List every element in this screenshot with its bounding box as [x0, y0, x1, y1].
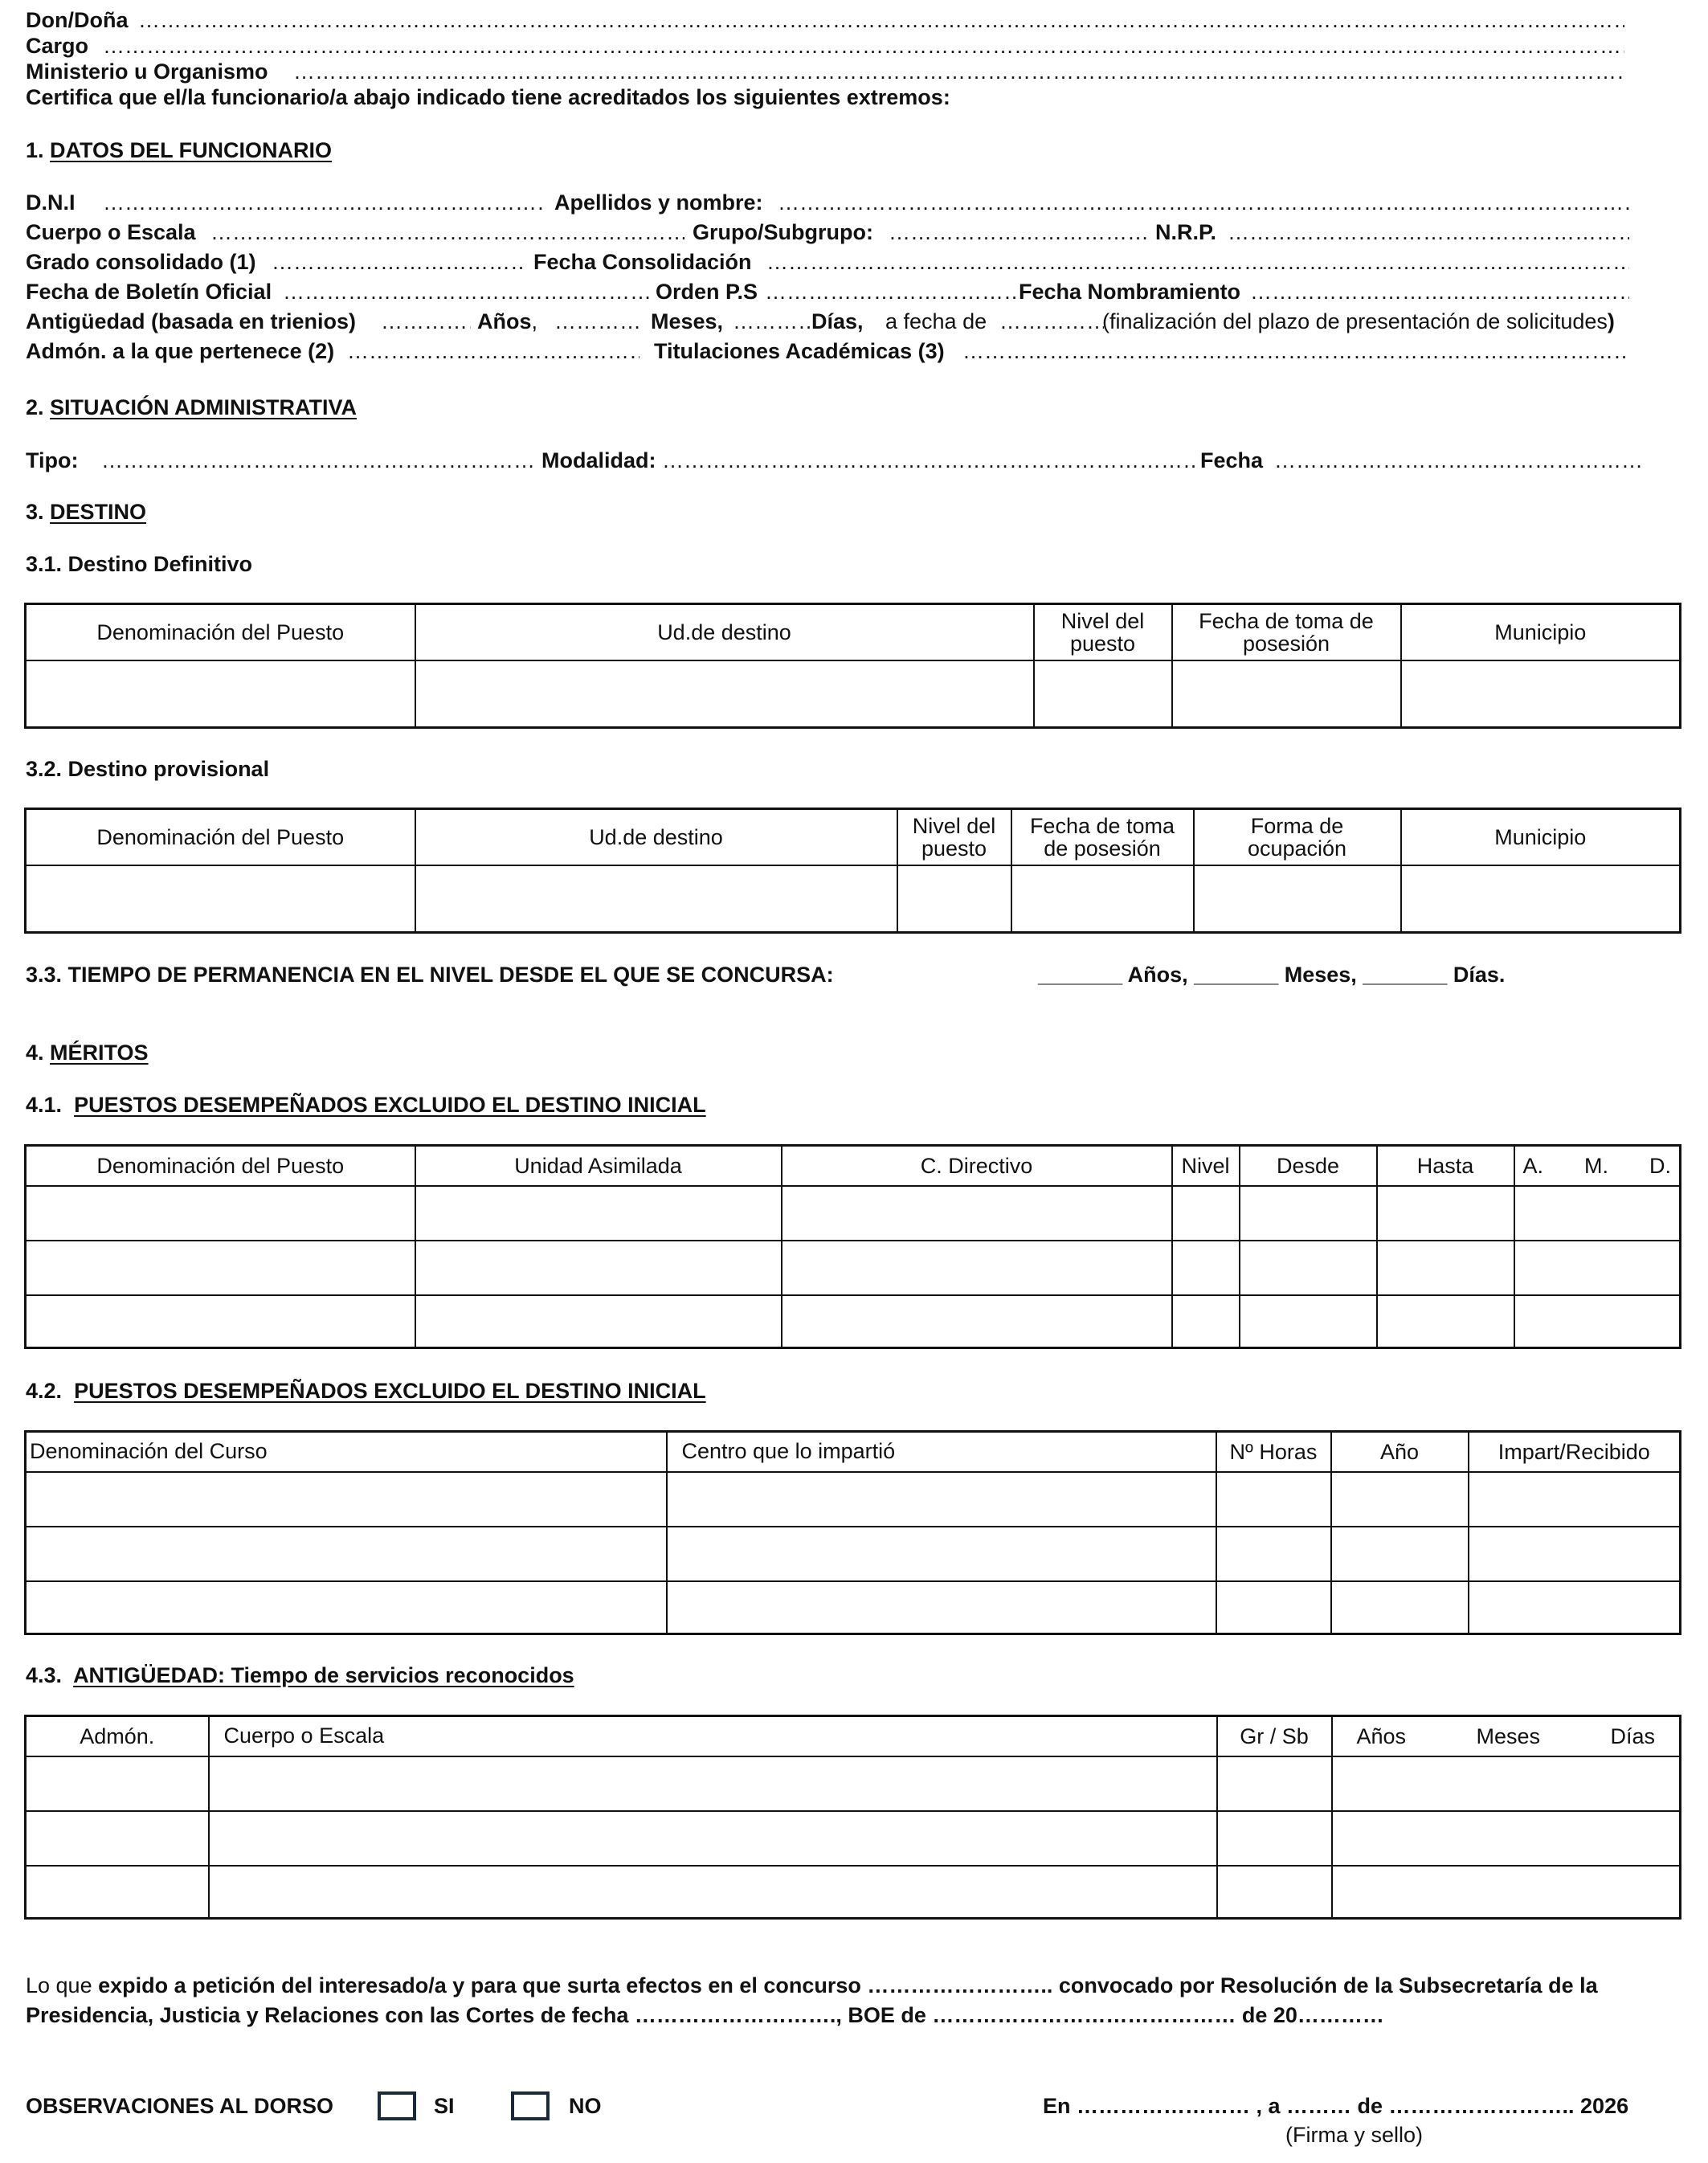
table-cell[interactable]	[782, 1241, 1172, 1295]
table-cell[interactable]	[26, 1472, 667, 1527]
apellidos-label: Apellidos y nombre:	[554, 190, 763, 215]
table-cell[interactable]	[782, 1186, 1172, 1241]
table-cell[interactable]	[1377, 1241, 1514, 1295]
table-cell[interactable]	[1172, 660, 1401, 728]
col-header: Admón.	[26, 1716, 209, 1756]
col-header: Centro que lo impartió	[667, 1432, 1216, 1472]
table-cell[interactable]	[1172, 1186, 1240, 1241]
section-3-heading	[26, 498, 146, 525]
col-header: Fecha de toma de posesión	[1172, 604, 1401, 660]
table-row	[26, 865, 1681, 933]
table-cell[interactable]	[415, 1186, 782, 1241]
meritos-4-3-heading	[26, 1662, 574, 1689]
table-cell[interactable]	[415, 1295, 782, 1348]
section-1-heading	[26, 137, 332, 164]
col-header: Año	[1331, 1432, 1469, 1472]
fecha-consolidacion-label: Fecha Consolidación	[533, 250, 752, 274]
antiguedad-dias-field[interactable]	[733, 308, 810, 335]
ministerio-dotted-field[interactable]	[293, 58, 1624, 85]
fecha-boletin-field[interactable]	[283, 278, 651, 305]
table-cell[interactable]	[1469, 1472, 1681, 1527]
col-header: Nivel	[1172, 1146, 1240, 1186]
table-cell[interactable]	[1469, 1581, 1681, 1634]
table-cell[interactable]	[1217, 1866, 1332, 1919]
ministerio-label: Ministerio u Organismo	[26, 59, 268, 84]
destino-definitivo-title: 3.1. Destino Definitivo	[26, 552, 253, 576]
section-2-heading	[26, 394, 357, 421]
table-cell[interactable]	[1377, 1295, 1514, 1348]
meritos-4-2-heading	[26, 1377, 706, 1405]
table-row	[26, 1581, 1681, 1634]
grupo-label: Grupo/Subgrupo:	[693, 220, 873, 244]
table-row	[26, 1472, 1681, 1527]
table-cell[interactable]	[26, 1295, 415, 1348]
table-cell[interactable]	[26, 865, 415, 933]
table-cell[interactable]	[1216, 1581, 1331, 1634]
modalidad-field[interactable]	[662, 447, 1197, 474]
table-cell[interactable]	[667, 1527, 1216, 1581]
col-header: Denominación del Puesto	[26, 809, 415, 865]
table-row	[26, 660, 1681, 728]
si-checkbox[interactable]	[378, 2091, 416, 2120]
permanencia-title: 3.3. TIEMPO DE PERMANENCIA EN EL NIVEL DESDE EL QUE SE CONCURSA:	[26, 963, 834, 987]
section-2-title: SITUACIÓN ADMINISTRATIVA	[50, 395, 358, 419]
antiguedad-anos-field[interactable]	[381, 308, 471, 335]
col-header: C. Directivo	[782, 1146, 1172, 1186]
a-fecha-de-label: a fecha de	[885, 309, 987, 333]
table-cell[interactable]	[1240, 1295, 1377, 1348]
apellidos-field[interactable]	[778, 189, 1629, 216]
grado-field[interactable]	[272, 248, 522, 276]
table-header-row	[26, 1432, 1681, 1472]
col-header: Nivel del puesto	[1034, 604, 1172, 660]
fecha-consolidacion-field[interactable]	[766, 248, 1629, 276]
no-label: NO	[569, 2094, 602, 2118]
footer-line-1-text: expido a petición del interesado/a y para que surta efectos en el concurso …………………….. convocado por Resolución de la Subsecretaría de la	[98, 1973, 1598, 1997]
col-header: Ud.de destino	[415, 809, 897, 865]
col-header: Gr / Sb	[1217, 1716, 1332, 1756]
table-cell[interactable]	[1194, 865, 1401, 933]
table-cell[interactable]	[1401, 660, 1681, 728]
table-cell[interactable]	[1011, 865, 1194, 933]
antiguedad-label: Antigüedad (basada en trienios)	[26, 309, 357, 333]
table-cell[interactable]	[667, 1581, 1216, 1634]
anos-label-wrap: Años,	[477, 309, 538, 333]
destino-provisional-table	[24, 808, 1681, 934]
col-header: Municipio	[1401, 604, 1681, 660]
titulaciones-label: Titulaciones Académicas (3)	[654, 339, 945, 363]
meses-label: Meses,	[651, 309, 724, 333]
table-cell[interactable]	[26, 660, 415, 728]
table-cell[interactable]	[667, 1472, 1216, 1527]
don-label: Don/Doña	[26, 8, 129, 32]
table-cell[interactable]	[1240, 1241, 1377, 1295]
table-cell[interactable]	[1240, 1186, 1377, 1241]
table-row	[26, 1527, 1681, 1581]
col-header: Desde	[1240, 1146, 1377, 1186]
destino-definitivo-table	[24, 603, 1681, 729]
situacion-fecha-field[interactable]	[1274, 447, 1644, 474]
cursos-table	[24, 1430, 1681, 1635]
table-cell[interactable]	[26, 1186, 415, 1241]
grupo-field[interactable]	[889, 219, 1147, 246]
section-2-number: 2.	[26, 395, 44, 419]
table-cell[interactable]	[415, 865, 897, 933]
table-cell[interactable]	[26, 1581, 667, 1634]
dni-label: D.N.I	[26, 190, 76, 215]
tipo-field[interactable]	[101, 447, 535, 474]
col-header-m: M.	[1584, 1153, 1608, 1178]
fecha-nombramiento-label: Fecha Nombramiento	[1019, 280, 1241, 304]
permanencia-fill[interactable]: _______ Años, _______ Meses, _______ Días.	[1038, 963, 1506, 987]
col-header: Forma de ocupación	[1194, 809, 1401, 865]
nrp-label: N.R.P.	[1155, 220, 1217, 244]
table-row	[26, 1186, 1681, 1241]
meritos-4-2-title: PUESTOS DESEMPEÑADOS EXCLUIDO EL DESTINO INICIAL	[74, 1379, 706, 1403]
admon-label: Admón. a la que pertenece (2)	[26, 339, 335, 363]
table-cell[interactable]	[1331, 1527, 1469, 1581]
table-cell[interactable]	[782, 1295, 1172, 1348]
meritos-4-2-number: 4.2.	[26, 1379, 63, 1403]
finalizacion-note	[1102, 308, 1615, 335]
col-header: Denominación del Puesto	[26, 604, 415, 660]
no-checkbox[interactable]	[511, 2091, 550, 2120]
table-cell[interactable]	[1331, 1472, 1469, 1527]
cuerpo-field[interactable]	[210, 219, 684, 246]
table-cell[interactable]	[415, 1241, 782, 1295]
table-cell[interactable]	[1217, 1756, 1332, 1811]
table-cell[interactable]	[209, 1866, 1217, 1919]
tipo-label: Tipo:	[26, 448, 79, 472]
si-label: SI	[434, 2094, 455, 2118]
destino-provisional-title: 3.2. Destino provisional	[26, 757, 270, 781]
table-header-row	[26, 1146, 1681, 1186]
table-header-row	[26, 1716, 1681, 1756]
finalizacion-paren: )	[1607, 309, 1615, 333]
anos-label: Años	[477, 309, 532, 333]
cargo-dotted-field[interactable]	[103, 32, 1624, 59]
finalizacion-text: (finalización del plazo de presentación de solicitudes	[1102, 309, 1608, 333]
col-header-meses: Meses	[1476, 1723, 1541, 1748]
table-cell[interactable]	[1172, 1241, 1240, 1295]
col-header: Municipio	[1401, 809, 1681, 865]
table-cell[interactable]	[1217, 1811, 1332, 1866]
a-fecha-field[interactable]	[999, 308, 1104, 335]
situacion-fecha-label: Fecha	[1200, 448, 1264, 472]
table-cell[interactable]	[209, 1756, 1217, 1811]
admon-field[interactable]	[347, 337, 639, 365]
modalidad-label: Modalidad:	[541, 448, 656, 472]
col-header: Nº Horas	[1216, 1432, 1331, 1472]
meritos-4-3-number: 4.3.	[26, 1663, 63, 1687]
table-cell[interactable]	[26, 1241, 415, 1295]
table-cell[interactable]	[1216, 1472, 1331, 1527]
table-cell[interactable]	[897, 865, 1011, 933]
table-row	[26, 1241, 1681, 1295]
puestos-desempenados-table	[24, 1144, 1681, 1349]
footer-line-1-lead: Lo que	[26, 1973, 92, 1997]
col-header: Cuerpo o Escala	[209, 1716, 1217, 1756]
table-cell[interactable]	[1377, 1186, 1514, 1241]
section-4-number: 4.	[26, 1041, 44, 1065]
meritos-4-3-title: ANTIGÜEDAD: Tiempo de servicios reconocidos	[73, 1663, 574, 1687]
section-3-title: DESTINO	[50, 500, 147, 524]
fecha-nombramiento-field[interactable]	[1250, 278, 1629, 305]
footer-line-2: Presidencia, Justicia y Relaciones con las Cortes de fecha ………………………., BOE de …………………………………… de 20…………	[26, 2003, 1384, 2027]
col-header: Hasta	[1377, 1146, 1514, 1186]
don-dotted-field[interactable]	[138, 6, 1624, 34]
antiguedad-table	[24, 1715, 1681, 1920]
table-cell[interactable]	[1034, 660, 1172, 728]
section-3-number: 3.	[26, 500, 44, 524]
table-cell[interactable]	[1216, 1527, 1331, 1581]
col-header-dias: Días	[1610, 1723, 1655, 1748]
col-header: Nivel del puesto	[897, 809, 1011, 865]
table-cell[interactable]	[1514, 1241, 1681, 1295]
section-4-heading	[26, 1039, 149, 1066]
table-cell[interactable]	[1331, 1581, 1469, 1634]
table-row	[26, 1756, 1681, 1811]
titulaciones-field[interactable]	[962, 337, 1629, 365]
table-row	[26, 1295, 1681, 1348]
section-1-number: 1.	[26, 138, 44, 162]
lugar-fecha-line[interactable]: En …………………… , a ……… de …………………….. 2026	[1043, 2094, 1629, 2118]
col-header: Fecha de toma de posesión	[1011, 809, 1194, 865]
col-header-anos: Años	[1356, 1723, 1407, 1748]
dni-field[interactable]	[103, 189, 545, 216]
table-cell[interactable]	[1469, 1527, 1681, 1581]
section-4-title: MÉRITOS	[50, 1041, 149, 1065]
col-header: Unidad Asimilada	[415, 1146, 782, 1186]
table-cell[interactable]	[1172, 1295, 1240, 1348]
table-cell[interactable]	[26, 1756, 209, 1811]
meritos-4-1-title: PUESTOS DESEMPEÑADOS EXCLUIDO EL DESTINO INICIAL	[74, 1093, 706, 1117]
table-cell[interactable]	[1401, 865, 1681, 933]
dias-label: Días,	[811, 309, 864, 333]
table-cell[interactable]	[209, 1811, 1217, 1866]
table-cell[interactable]	[26, 1866, 209, 1919]
col-header-a: A.	[1522, 1153, 1544, 1178]
antiguedad-meses-field[interactable]	[554, 308, 641, 335]
table-cell[interactable]	[415, 660, 1034, 728]
footer-line-1	[26, 1972, 1598, 1999]
table-row	[26, 1811, 1681, 1866]
orden-ps-label: Orden P.S	[656, 280, 758, 304]
meritos-4-1-heading	[26, 1091, 706, 1118]
table-cell[interactable]	[1332, 1756, 1681, 1811]
table-cell[interactable]	[1332, 1811, 1681, 1866]
fecha-boletin-label: Fecha de Boletín Oficial	[26, 280, 272, 304]
observaciones-label: OBSERVACIONES AL DORSO	[26, 2094, 334, 2118]
col-header-d: D.	[1649, 1153, 1671, 1178]
table-header-row	[26, 604, 1681, 660]
col-header: Impart/Recibido	[1469, 1432, 1681, 1472]
table-cell[interactable]	[1332, 1866, 1681, 1919]
orden-ps-field[interactable]	[765, 278, 1015, 305]
table-cell[interactable]	[1514, 1186, 1681, 1241]
certifica-statement: Certifica que el/la funcionario/a abajo indicado tiene acreditados los siguientes extremos:	[26, 85, 950, 109]
section-1-title: DATOS DEL FUNCIONARIO	[50, 138, 333, 162]
table-header-row	[26, 809, 1681, 865]
table-cell[interactable]	[26, 1527, 667, 1581]
grado-label: Grado consolidado (1)	[26, 250, 256, 274]
firma-label: (Firma y sello)	[1285, 2123, 1424, 2147]
cuerpo-label: Cuerpo o Escala	[26, 220, 196, 244]
table-cell[interactable]	[1514, 1295, 1681, 1348]
table-row	[26, 1866, 1681, 1919]
meritos-4-1-number: 4.1.	[26, 1093, 63, 1117]
col-header: Ud.de destino	[415, 604, 1034, 660]
amd-header	[1332, 1716, 1681, 1756]
col-header: Denominación del Puesto	[26, 1146, 415, 1186]
amd-header	[1514, 1146, 1681, 1186]
cargo-label: Cargo	[26, 34, 89, 58]
col-header: Denominación del Curso	[26, 1432, 667, 1472]
table-cell[interactable]	[26, 1811, 209, 1866]
nrp-field[interactable]	[1228, 219, 1629, 246]
